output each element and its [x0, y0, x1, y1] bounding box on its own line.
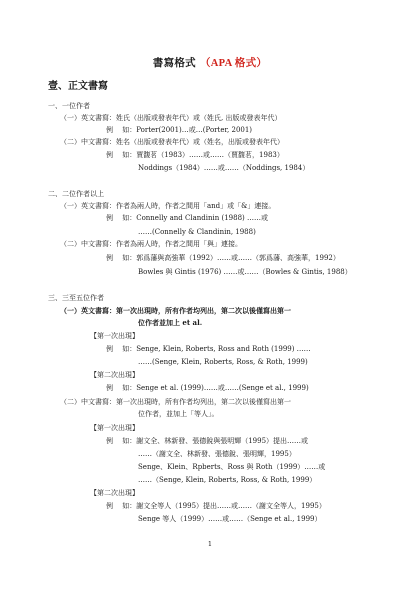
s3-title: 三、三至五位作者: [48, 294, 104, 302]
s3-line-6: 【第二次出現】: [90, 371, 139, 379]
s3-line-14: ……（Senge, Klein, Roberts, Ross, & Roth, 1999）: [138, 476, 317, 484]
s2-line-5: 例 如：郭爲藩與高強華（1992）……或……（郭爲藩、高強華，1992）: [106, 254, 340, 262]
s3-line-1: （一）英文書寫：第一次出現時，所有作者均列出，第二次以後僅寫出第一: [60, 306, 291, 315]
s2-line-2: 例 如：Connelly and Clandinin (1988) ……或: [106, 214, 268, 222]
s3-line-5: ……(Senge, Klein, Roberts, Ross, & Roth, 1999): [138, 358, 308, 366]
s2-title: 二、二位作者以上: [48, 190, 104, 198]
s3-line-13: Senge、Klein、Rpberts、Ross 與 Roth（1999）……或: [138, 463, 326, 471]
s3-line-8: （二）中文書寫：第一次出現時，所有作者均列出，第二次以後僅寫出第一: [60, 398, 291, 406]
s3-line-15: 【第二次出現】: [90, 489, 139, 497]
s1-title: 一、一位作者: [48, 102, 90, 110]
s3-line-9: 位作者，並加上「等人」。: [138, 410, 219, 418]
s1-line-4: 例 如：賈馥茗（1983）……或……（賈馥茗，1983）: [106, 151, 284, 159]
page-number: 1: [207, 540, 213, 548]
s3-line-4: 例 如：Senge, Klein, Roberts, Ross and Roth (1999) ……: [106, 345, 311, 353]
s3-line-16: 例 如：謝文全等人（1995）提出……或……（謝文全等人，1995）: [106, 502, 326, 510]
s3-line-10: 【第一次出現】: [90, 424, 139, 432]
section-heading: 壹、正文書寫: [48, 81, 108, 92]
s2-line-6: Bowles 與 Gintis (1976) ……或……（Bowles & Gintis, 1988）: [138, 268, 352, 276]
s3-line-12: ……（謝文全、林新發、張德銳、張明輝，1995）: [138, 450, 296, 458]
page-title: [0, 55, 420, 70]
title-main: 書寫格式: [152, 57, 196, 69]
s1-line-3: （二）中文書寫：姓名（出版或發表年代）或（姓名，出版或發表年代）: [60, 138, 284, 146]
s2-line-1: （一）英文書寫：作者為兩人時，作者之間用「and」或「&」連接。: [60, 202, 276, 210]
s3-line-11: 例 如：謝文全、林新發、張德銳與張明輝（1995）提出……或: [106, 437, 309, 445]
s3-line-7: 例 如：Senge et al. (1999)……或……(Senge et al., 1999): [106, 384, 309, 392]
s2-line-3: ……(Connelly & Clandinin, 1988): [138, 228, 256, 236]
s2-line-4: （二）中文書寫：作者為兩人時，作者之間用「與」連接。: [60, 240, 242, 248]
s3-line-3: 【第一次出現】: [90, 332, 139, 340]
s1-line-2: 例 如：Porter(2001)…或…(Porter, 2001): [106, 126, 253, 134]
s1-line-1: （一）英文書寫：姓氏（出版或發表年代）或（姓氏, 出版或發表年代）: [60, 114, 282, 122]
title-accent: （APA 格式）: [199, 58, 268, 69]
s1-line-5: Noddings（1984）……或……（Noddings, 1984）: [138, 164, 310, 172]
s3-line-2: 位作者並加上 et al.: [138, 318, 203, 327]
s3-line-17: Senge 等人（1999）……或……（Senge et al., 1999）: [138, 515, 322, 523]
